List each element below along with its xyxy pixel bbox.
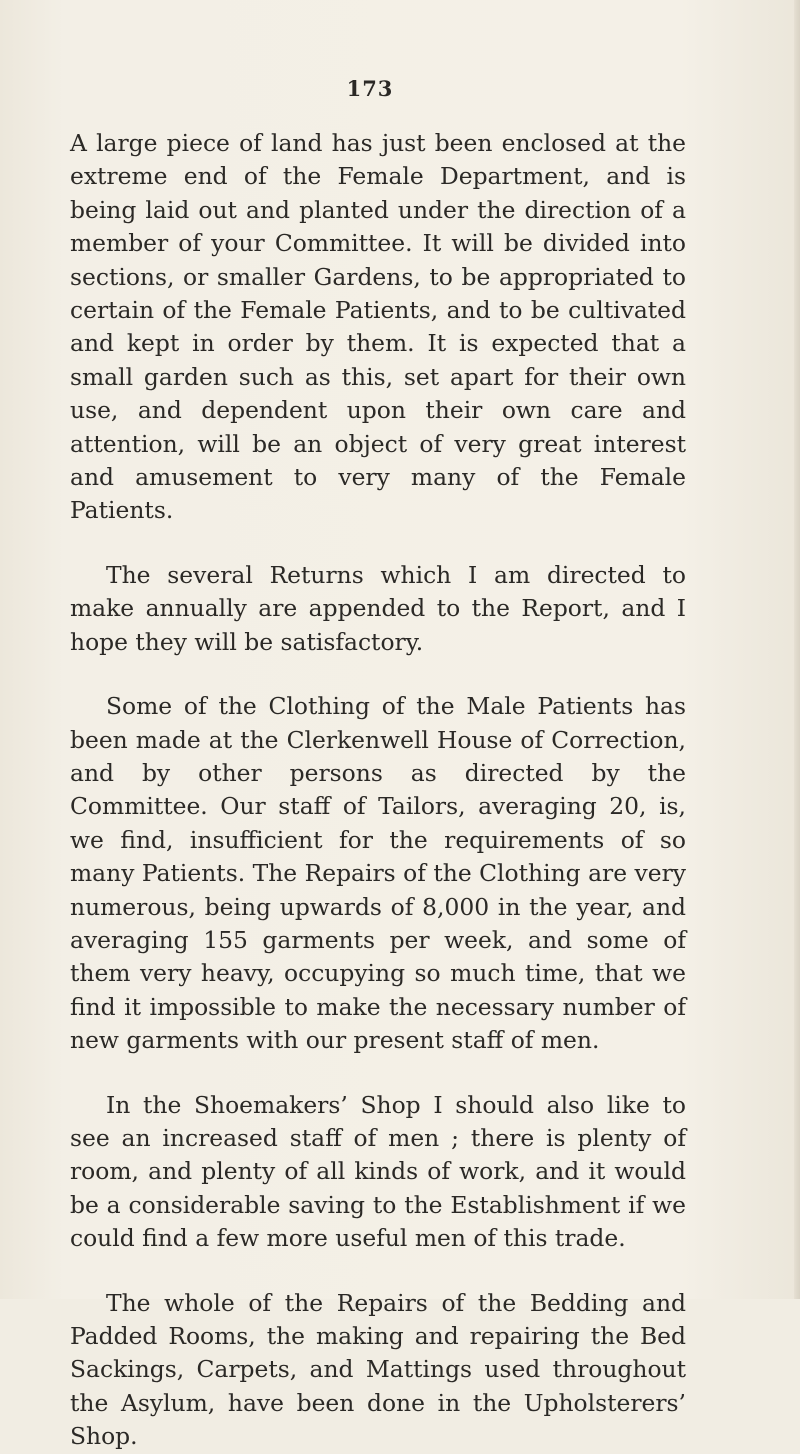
body-text bbox=[70, 127, 686, 1454]
paragraph-returns: The several Returns which I am directed to make annually are appended to the Report, and I hope they will be satisfactory. bbox=[70, 560, 686, 656]
page-edge bbox=[794, 0, 800, 1299]
paragraph-upholsterers: The whole of the Repairs of the Bedding and Padded Rooms, the making and repairing the Bed Sackings, Carpets, and Mattings used throughout the Asylum, have been done in the Upholsterers’ Shop. bbox=[70, 1288, 686, 1451]
paragraph-shoemakers: In the Shoemakers’ Shop I should also like to see an increased staff of men ; there is plenty of room, and plenty of all kinds of work, and it would be a considerable saving to the Establishment if we could find a few more useful men of this trade. bbox=[70, 1090, 686, 1253]
paragraph-garden: A large piece of land has just been enclosed at the extreme end of the Female Department, and is being laid out and planted under the direction of a member of your Committee. It will be divided into sections, or smaller Gardens, to be appropriated to certain of the Female Patients, and to be cultivated and kept in order by them. It is expected that a small garden such as this, set apart for their own use, and dependent upon their own care and attention, will be an object of very great interest and amusement to very many of the Female Patients. bbox=[70, 129, 686, 525]
paragraph-clothing: Some of the Clothing of the Male Patients has been made at the Clerkenwell House of Correction, and by other persons as directed by the Committee. Our staff of Tailors, averaging 20, is, we find, insufficient for the requirements of so many Patients. The Repairs of the Clothing are very numerous, being upwards of 8,000 in the year, and averaging 155 garments per week, and some of them very heavy, occupying so much time, that we find it impossible to make the necessary number of new garments with our present staff of men. bbox=[70, 692, 686, 1055]
page-number: 173 bbox=[346, 76, 394, 101]
